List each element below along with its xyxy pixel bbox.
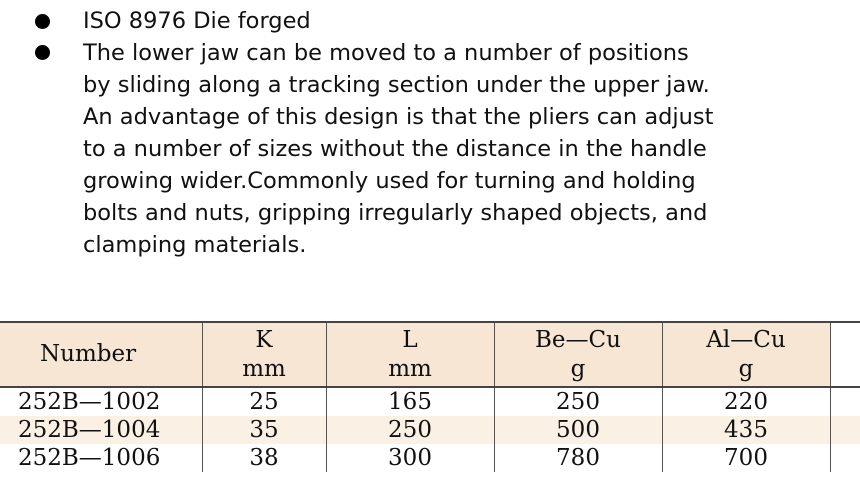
description-line: The lower jaw can be moved to a number of positions: [83, 40, 689, 66]
standard-info: ISO 8976 Die forged: [83, 8, 311, 34]
table-spacer: [830, 387, 860, 416]
column-header-unit: g: [738, 355, 754, 382]
table-spacer: [830, 322, 860, 387]
column-header-name: Al—Cu: [706, 326, 786, 353]
column-header-k: [202, 322, 326, 387]
cell-k: 25: [202, 387, 326, 416]
cell-al-cu: 700: [662, 444, 830, 472]
cell-l: 300: [326, 444, 494, 472]
column-header-name: K: [255, 326, 273, 353]
column-header-unit: mm: [242, 355, 286, 382]
cell-k: 35: [202, 416, 326, 444]
cell-k: 38: [202, 444, 326, 472]
table-row: [0, 444, 860, 472]
column-header-be-cu: [494, 322, 662, 387]
description-paragraph: [83, 37, 713, 261]
cell-number: 252B—1004: [0, 416, 202, 444]
bullet-icon: [35, 45, 50, 60]
table-row: [0, 387, 860, 416]
description-line: An advantage of this design is that the pliers can adjust: [83, 104, 714, 130]
bullet-icon: [35, 14, 50, 29]
description-line: growing wider.Commonly used for turning and holding: [83, 168, 696, 194]
cell-be-cu: 500: [494, 416, 662, 444]
table-spacer: [830, 416, 860, 444]
column-header-unit: g: [570, 355, 586, 382]
cell-al-cu: 435: [662, 416, 830, 444]
column-header-name: L: [402, 326, 418, 353]
column-header-number: Number: [0, 322, 202, 387]
cell-l: 165: [326, 387, 494, 416]
cell-be-cu: 250: [494, 387, 662, 416]
description-line: by sliding along a tracking section under the upper jaw.: [83, 72, 710, 98]
column-header-name: Be—Cu: [535, 326, 621, 353]
table-spacer: [830, 444, 860, 472]
cell-al-cu: 220: [662, 387, 830, 416]
description-line: bolts and nuts, gripping irregularly shaped objects, and: [83, 200, 708, 226]
column-header-l: [326, 322, 494, 387]
cell-be-cu: 780: [494, 444, 662, 472]
description-line: clamping materials.: [83, 232, 307, 258]
specification-table: [0, 321, 860, 472]
column-header-al-cu: [662, 322, 830, 387]
table-header-row: [0, 322, 860, 387]
cell-number: 252B—1006: [0, 444, 202, 472]
description-line: to a number of sizes without the distance in the handle: [83, 136, 707, 162]
cell-number: 252B—1002: [0, 387, 202, 416]
cell-l: 250: [326, 416, 494, 444]
table-row: [0, 416, 860, 444]
column-header-unit: mm: [388, 355, 432, 382]
